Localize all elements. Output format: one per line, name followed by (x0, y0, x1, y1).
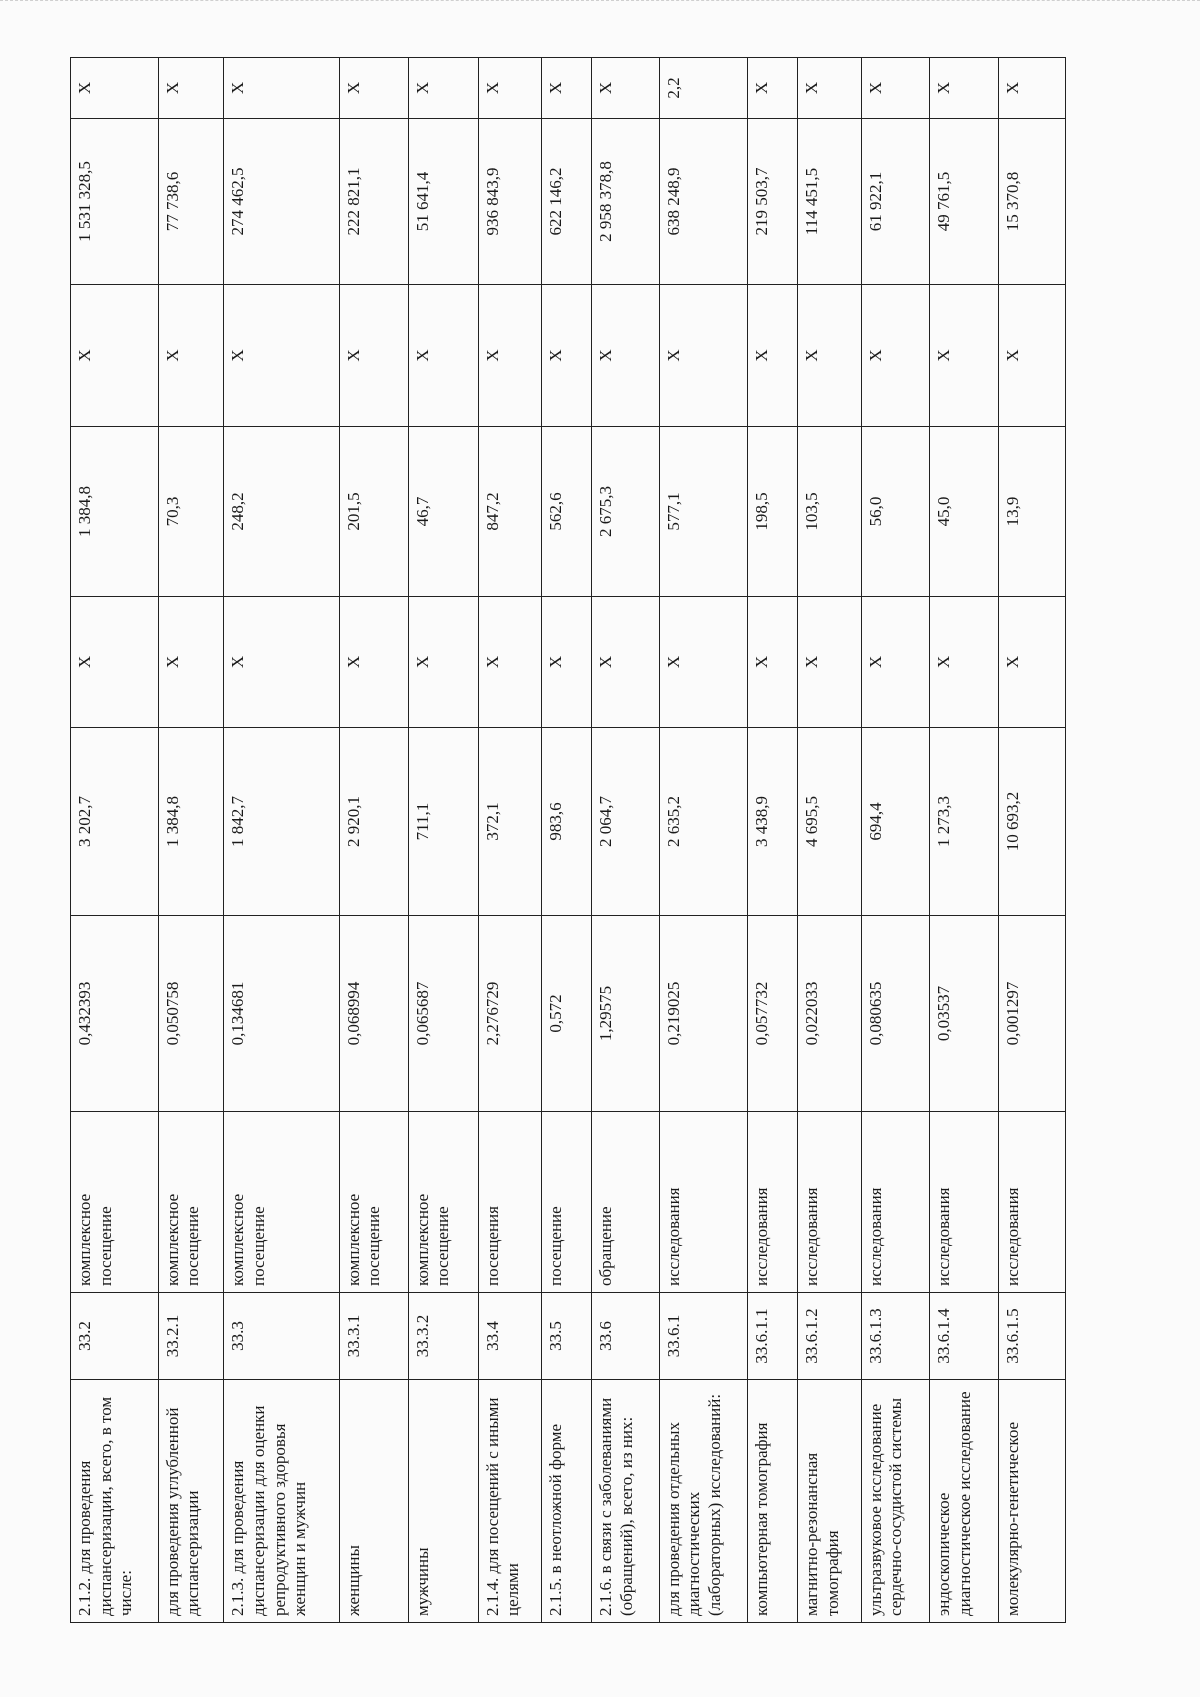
table-row (659, 58, 748, 1623)
row-norm-volume-cell: 0,065687 (408, 916, 478, 1112)
table-row (748, 58, 798, 1623)
row-name-cell: 2.1.3. для проведения диспансеризации для оценки репродуктивного здоровья женщин и мужчин (224, 1380, 339, 1623)
table-row (591, 58, 659, 1623)
row-budget-total-cell: X (861, 285, 930, 427)
row-unit-cell: исследования (798, 1112, 861, 1293)
row-oms-total-cell: 61 922,1 (861, 119, 930, 285)
row-share-cell: X (798, 58, 861, 119)
row-share-cell: 2,2 (659, 58, 748, 119)
row-budget-total-cell: X (158, 285, 224, 427)
row-budget-per-capita-cell: X (158, 597, 224, 728)
row-norm-volume-cell: 0,080635 (861, 916, 930, 1112)
row-budget-per-capita-cell: X (748, 597, 798, 728)
row-oms-per-capita-cell: 56,0 (861, 427, 930, 597)
row-norm-cost-cell: 2 635,2 (659, 728, 748, 916)
row-oms-per-capita-cell: 847,2 (478, 427, 541, 597)
row-oms-per-capita-cell: 103,5 (798, 427, 861, 597)
row-code-cell: 33.4 (478, 1293, 541, 1380)
row-oms-total-cell: 114 451,5 (798, 119, 861, 285)
row-norm-volume-cell: 0,572 (541, 916, 591, 1112)
row-budget-per-capita-cell: X (224, 597, 339, 728)
row-budget-total-cell: X (748, 285, 798, 427)
row-oms-per-capita-cell: 46,7 (408, 427, 478, 597)
row-share-cell: X (71, 58, 159, 119)
row-norm-volume-cell: 0,03537 (930, 916, 999, 1112)
row-norm-volume-cell: 0,001297 (999, 916, 1066, 1112)
row-budget-total-cell: X (798, 285, 861, 427)
row-budget-per-capita-cell: X (659, 597, 748, 728)
row-budget-total-cell: X (999, 285, 1066, 427)
row-norm-volume-cell: 0,432393 (71, 916, 159, 1112)
row-norm-cost-cell: 711,1 (408, 728, 478, 916)
row-name-cell: 2.1.4. для посещений с иными целями (478, 1380, 541, 1623)
table-row (798, 58, 861, 1623)
table-row (999, 58, 1066, 1623)
row-share-cell: X (930, 58, 999, 119)
row-norm-volume-cell: 0,068994 (339, 916, 408, 1112)
row-name-cell: компьютерная томография (748, 1380, 798, 1623)
row-share-cell: X (999, 58, 1066, 119)
row-code-cell: 33.6.1.1 (748, 1293, 798, 1380)
tariff-table (70, 57, 1066, 1623)
row-oms-total-cell: 1 531 328,5 (71, 119, 159, 285)
row-unit-cell: исследования (999, 1112, 1066, 1293)
row-norm-cost-cell: 372,1 (478, 728, 541, 916)
row-share-cell: X (861, 58, 930, 119)
table-row (158, 58, 224, 1623)
table-row (71, 58, 159, 1623)
row-oms-per-capita-cell: 13,9 (999, 427, 1066, 597)
row-name-cell: мужчины (408, 1380, 478, 1623)
row-name-cell: эндоскопическое диагностическое исследование (930, 1380, 999, 1623)
row-norm-cost-cell: 1 384,8 (158, 728, 224, 916)
row-unit-cell: посещения (478, 1112, 541, 1293)
table-row (861, 58, 930, 1623)
row-unit-cell: комплексное посещение (71, 1112, 159, 1293)
row-budget-total-cell: X (478, 285, 541, 427)
row-norm-cost-cell: 3 438,9 (748, 728, 798, 916)
row-norm-volume-cell: 2,276729 (478, 916, 541, 1112)
row-norm-cost-cell: 2 920,1 (339, 728, 408, 916)
row-name-cell: для проведения отдельных диагностических (лабораторных) исследований: (659, 1380, 748, 1623)
scan-edge (0, 0, 1200, 7)
row-norm-volume-cell: 0,134681 (224, 916, 339, 1112)
row-oms-total-cell: 638 248,9 (659, 119, 748, 285)
row-oms-total-cell: 51 641,4 (408, 119, 478, 285)
row-unit-cell: комплексное посещение (339, 1112, 408, 1293)
row-budget-per-capita-cell: X (999, 597, 1066, 728)
row-norm-cost-cell: 10 693,2 (999, 728, 1066, 916)
row-oms-total-cell: 49 761,5 (930, 119, 999, 285)
row-share-cell: X (158, 58, 224, 119)
row-norm-cost-cell: 1 273,3 (930, 728, 999, 916)
row-code-cell: 33.6.1.5 (999, 1293, 1066, 1380)
row-name-cell: для проведения углубленной диспансеризации (158, 1380, 224, 1623)
row-name-cell: молекулярно-генетическое (999, 1380, 1066, 1623)
row-budget-total-cell: X (659, 285, 748, 427)
table-row (478, 58, 541, 1623)
row-unit-cell: комплексное посещение (408, 1112, 478, 1293)
row-code-cell: 33.6 (591, 1293, 659, 1380)
row-oms-per-capita-cell: 1 384,8 (71, 427, 159, 597)
table-row (541, 58, 591, 1623)
row-norm-cost-cell: 4 695,5 (798, 728, 861, 916)
row-oms-total-cell: 77 738,6 (158, 119, 224, 285)
row-norm-volume-cell: 0,057732 (748, 916, 798, 1112)
row-budget-total-cell: X (591, 285, 659, 427)
row-share-cell: X (541, 58, 591, 119)
row-unit-cell: исследования (930, 1112, 999, 1293)
row-name-cell: 2.1.6. в связи с заболеваниями (обращений), всего, из них: (591, 1380, 659, 1623)
row-oms-total-cell: 15 370,8 (999, 119, 1066, 285)
row-name-cell: магнитно-резонансная томография (798, 1380, 861, 1623)
row-name-cell: 2.1.5. в неотложной форме (541, 1380, 591, 1623)
row-budget-per-capita-cell: X (541, 597, 591, 728)
row-code-cell: 33.3.1 (339, 1293, 408, 1380)
row-name-cell: женщины (339, 1380, 408, 1623)
row-oms-total-cell: 222 821,1 (339, 119, 408, 285)
row-code-cell: 33.6.1.2 (798, 1293, 861, 1380)
row-budget-total-cell: X (339, 285, 408, 427)
row-share-cell: X (408, 58, 478, 119)
row-oms-total-cell: 622 146,2 (541, 119, 591, 285)
row-share-cell: X (339, 58, 408, 119)
row-code-cell: 33.3.2 (408, 1293, 478, 1380)
row-budget-total-cell: X (541, 285, 591, 427)
table-row (408, 58, 478, 1623)
row-code-cell: 33.6.1 (659, 1293, 748, 1380)
row-oms-total-cell: 2 958 378,8 (591, 119, 659, 285)
row-oms-per-capita-cell: 577,1 (659, 427, 748, 597)
row-norm-cost-cell: 3 202,7 (71, 728, 159, 916)
row-budget-per-capita-cell: X (478, 597, 541, 728)
row-norm-volume-cell: 0,050758 (158, 916, 224, 1112)
row-unit-cell: исследования (748, 1112, 798, 1293)
rotated-sheet (70, 58, 1066, 1623)
row-budget-total-cell: X (224, 285, 339, 427)
row-budget-total-cell: X (408, 285, 478, 427)
row-budget-per-capita-cell: X (71, 597, 159, 728)
row-name-cell: 2.1.2. для проведения диспансеризации, всего, в том числе: (71, 1380, 159, 1623)
row-unit-cell: обращение (591, 1112, 659, 1293)
row-oms-per-capita-cell: 45,0 (930, 427, 999, 597)
row-norm-cost-cell: 1 842,7 (224, 728, 339, 916)
row-norm-volume-cell: 0,219025 (659, 916, 748, 1112)
row-budget-total-cell: X (71, 285, 159, 427)
row-oms-per-capita-cell: 198,5 (748, 427, 798, 597)
table-row (339, 58, 408, 1623)
row-share-cell: X (591, 58, 659, 119)
table-body (71, 58, 1066, 1623)
row-code-cell: 33.3 (224, 1293, 339, 1380)
row-budget-per-capita-cell: X (339, 597, 408, 728)
row-unit-cell: посещение (541, 1112, 591, 1293)
row-code-cell: 33.6.1.4 (930, 1293, 999, 1380)
table-row (224, 58, 339, 1623)
row-unit-cell: исследования (659, 1112, 748, 1293)
row-norm-cost-cell: 694,4 (861, 728, 930, 916)
row-budget-per-capita-cell: X (591, 597, 659, 728)
row-budget-per-capita-cell: X (930, 597, 999, 728)
row-unit-cell: исследования (861, 1112, 930, 1293)
row-norm-cost-cell: 2 064,7 (591, 728, 659, 916)
row-budget-total-cell: X (930, 285, 999, 427)
row-budget-per-capita-cell: X (408, 597, 478, 728)
row-norm-volume-cell: 1,29575 (591, 916, 659, 1112)
row-oms-per-capita-cell: 201,5 (339, 427, 408, 597)
table-row (930, 58, 999, 1623)
row-code-cell: 33.6.1.3 (861, 1293, 930, 1380)
row-norm-cost-cell: 983,6 (541, 728, 591, 916)
row-budget-per-capita-cell: X (861, 597, 930, 728)
row-oms-total-cell: 219 503,7 (748, 119, 798, 285)
row-budget-per-capita-cell: X (798, 597, 861, 728)
row-unit-cell: комплексное посещение (224, 1112, 339, 1293)
row-oms-per-capita-cell: 562,6 (541, 427, 591, 597)
row-code-cell: 33.2 (71, 1293, 159, 1380)
row-oms-per-capita-cell: 2 675,3 (591, 427, 659, 597)
row-oms-total-cell: 936 843,9 (478, 119, 541, 285)
row-oms-per-capita-cell: 248,2 (224, 427, 339, 597)
row-share-cell: X (748, 58, 798, 119)
row-code-cell: 33.2.1 (158, 1293, 224, 1380)
row-norm-volume-cell: 0,022033 (798, 916, 861, 1112)
row-oms-total-cell: 274 462,5 (224, 119, 339, 285)
row-unit-cell: комплексное посещение (158, 1112, 224, 1293)
row-share-cell: X (478, 58, 541, 119)
row-oms-per-capita-cell: 70,3 (158, 427, 224, 597)
row-name-cell: ультразвуковое исследование сердечно-сосудистой системы (861, 1380, 930, 1623)
row-code-cell: 33.5 (541, 1293, 591, 1380)
row-share-cell: X (224, 58, 339, 119)
